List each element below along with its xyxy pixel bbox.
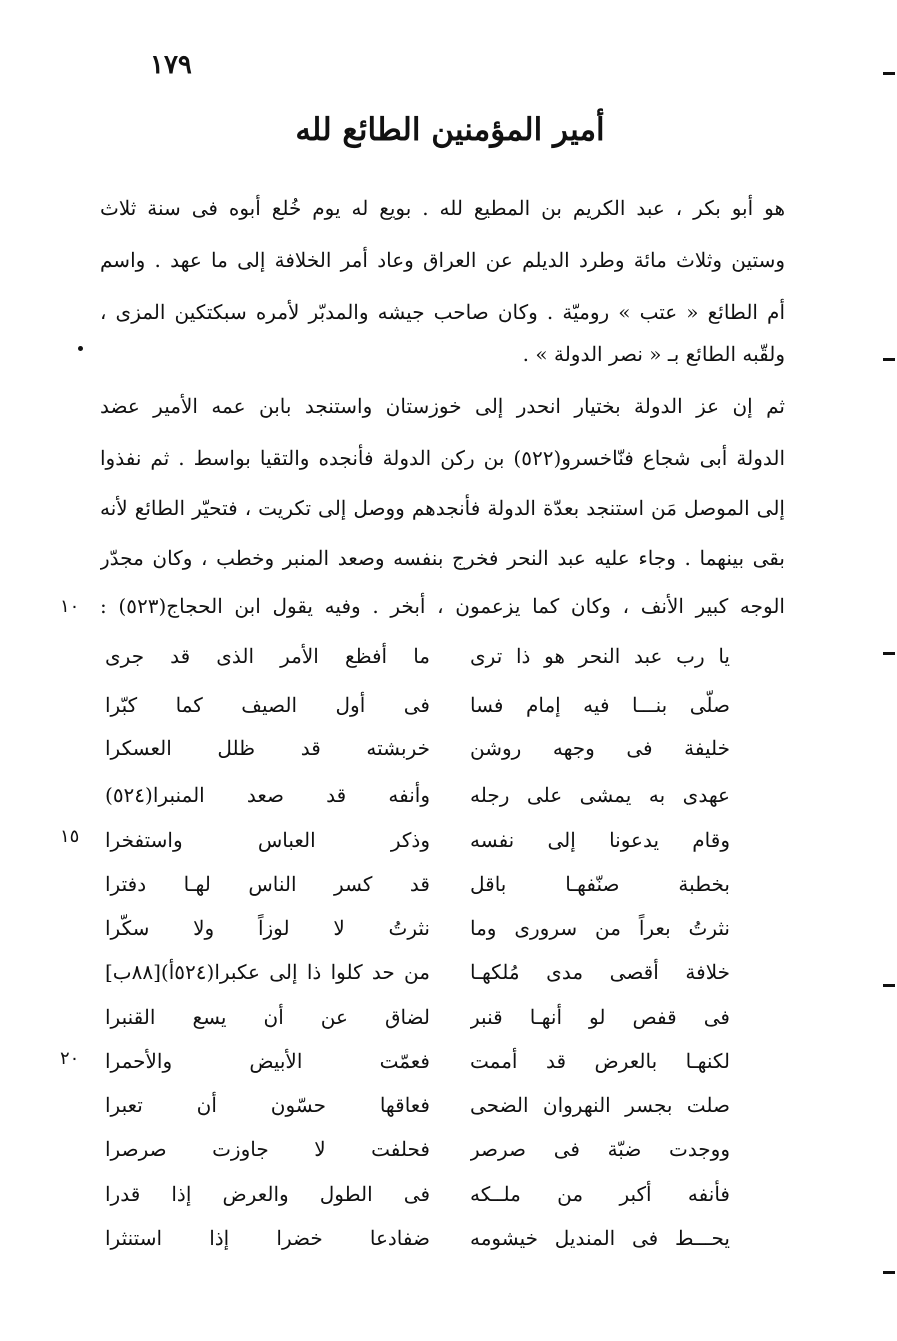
verse-second-hemistich: فحلفت لا جاوزت صرصرا <box>105 1137 430 1161</box>
margin-mark <box>883 358 895 361</box>
verse-second-hemistich: فى الطول والعرض إذا قدرا <box>105 1182 430 1206</box>
margin-mark <box>883 1271 895 1274</box>
margin-dot <box>78 346 83 351</box>
verse-second-hemistich: لضاق عن أن يسع القنبرا <box>105 1005 430 1029</box>
verse-second-hemistich: من حد كلوا ذا إلى عكبرا(٥٢٤أ)[٨٨ب] <box>105 960 430 984</box>
text-line: إلى الموصل مَن استنجد بعدّة الدولة فأنجدهم ووصل إلى تكريت ، فتحيّر الطائع لأنه <box>100 496 785 520</box>
verse-second-hemistich: فى أول الصيف كما كبّرا <box>105 693 430 717</box>
verse-first-hemistich: خلافة أقصى مدى مُلكهـا <box>470 960 730 984</box>
verse-first-hemistich: وقام يدعونا إلى نفسه <box>470 828 730 852</box>
verse-second-hemistich: خربشته قد ظلل العسكرا <box>105 736 430 760</box>
text-line: وستين وثلاث مائة وطرد الديلم عن العراق وعاد أمر الخلافة إلى ما عهد . واسم <box>100 248 785 272</box>
verse-first-hemistich: ووجدت ضبّة فى صرصر <box>470 1137 730 1161</box>
verse-first-hemistich: لكنهـا بالعرض قد أممت <box>470 1049 730 1073</box>
text-line: بقى بينهما . وجاء عليه عبد النحر فخرج بنفسه وصعد المنبر وخطب ، وكان مجدّر <box>100 546 785 570</box>
verse-second-hemistich: فعمّت الأبيض والأحمرا <box>105 1049 430 1073</box>
line-number: ١٠ <box>60 596 80 617</box>
text-line: ثم إن عز الدولة بختيار انحدر إلى خوزستان واستنجد بابن عمه الأمير عضد <box>100 394 785 418</box>
verse-first-hemistich: يحـــط فى المنديل خيشومه <box>470 1226 730 1250</box>
verse-second-hemistich: وأنفه قد صعد المنبرا(٥٢٤) <box>105 783 430 807</box>
verse-first-hemistich: صلّى بنـــا فيه إمام فسا <box>470 693 730 717</box>
verse-first-hemistich: عهدى به يمشى على رجله <box>470 783 730 807</box>
verse-second-hemistich: ضفادعا خضرا إذا استنثرا <box>105 1226 430 1250</box>
verse-second-hemistich: نثرتُ لا لوزاً ولا سكّرا <box>105 916 430 940</box>
page-number: ١٧٩ <box>150 50 192 80</box>
verse-first-hemistich: بخطبة صنّفهـا باقل <box>470 872 730 896</box>
verse-first-hemistich: خليفة فى وجهه روشن <box>470 736 730 760</box>
text-line: هو أبو بكر ، عبد الكريم بن المطيع لله . بويع له يوم خُلع أبوه فى سنة ثلاث <box>100 196 785 220</box>
line-number: ١٥ <box>60 826 80 847</box>
text-line: الدولة أبى شجاع فنّاخسرو(٥٢٢) بن ركن الدولة فأنجده والتقيا بواسط . ثم نفذوا <box>100 446 785 470</box>
verse-second-hemistich: وذكر العباس واستفخرا <box>105 828 430 852</box>
verse-second-hemistich: فعاقها حسّون أن تعبرا <box>105 1093 430 1117</box>
verse-first-hemistich: صلت بجسر النهروان الضحى <box>470 1093 730 1117</box>
verse-first-hemistich: يا رب عبد النحر هو ذا ترى <box>470 644 730 668</box>
verse-first-hemistich: نثرتُ بعراً من سرورى وما <box>470 916 730 940</box>
line-number: ٢٠ <box>60 1048 80 1069</box>
verse-first-hemistich: فأنفه أكبر من ملــكه <box>470 1182 730 1206</box>
margin-mark <box>883 72 895 75</box>
text-line: أم الطائع « عتب » روميّة . وكان صاحب جيشه والمدبّر لأمره سبكتكين المزى ، <box>100 300 785 324</box>
margin-mark <box>883 984 895 987</box>
verse-second-hemistich: ما أفظع الأمر الذى قد جرى <box>105 644 430 668</box>
chapter-heading: أمير المؤمنين الطائع لله <box>295 112 605 148</box>
text-line: ولقّبه الطائع بـ « نصر الدولة » . <box>522 342 785 366</box>
text-line: الوجه كبير الأنف ، وكان كما يزعمون ، أبخر . وفيه يقول ابن الحجاج(٥٢٣) : <box>100 594 785 618</box>
verse-second-hemistich: قد كسر الناس لهـا دفترا <box>105 872 430 896</box>
verse-first-hemistich: فى قفص لو أنهـا قنبر <box>470 1005 730 1029</box>
margin-mark <box>883 652 895 655</box>
